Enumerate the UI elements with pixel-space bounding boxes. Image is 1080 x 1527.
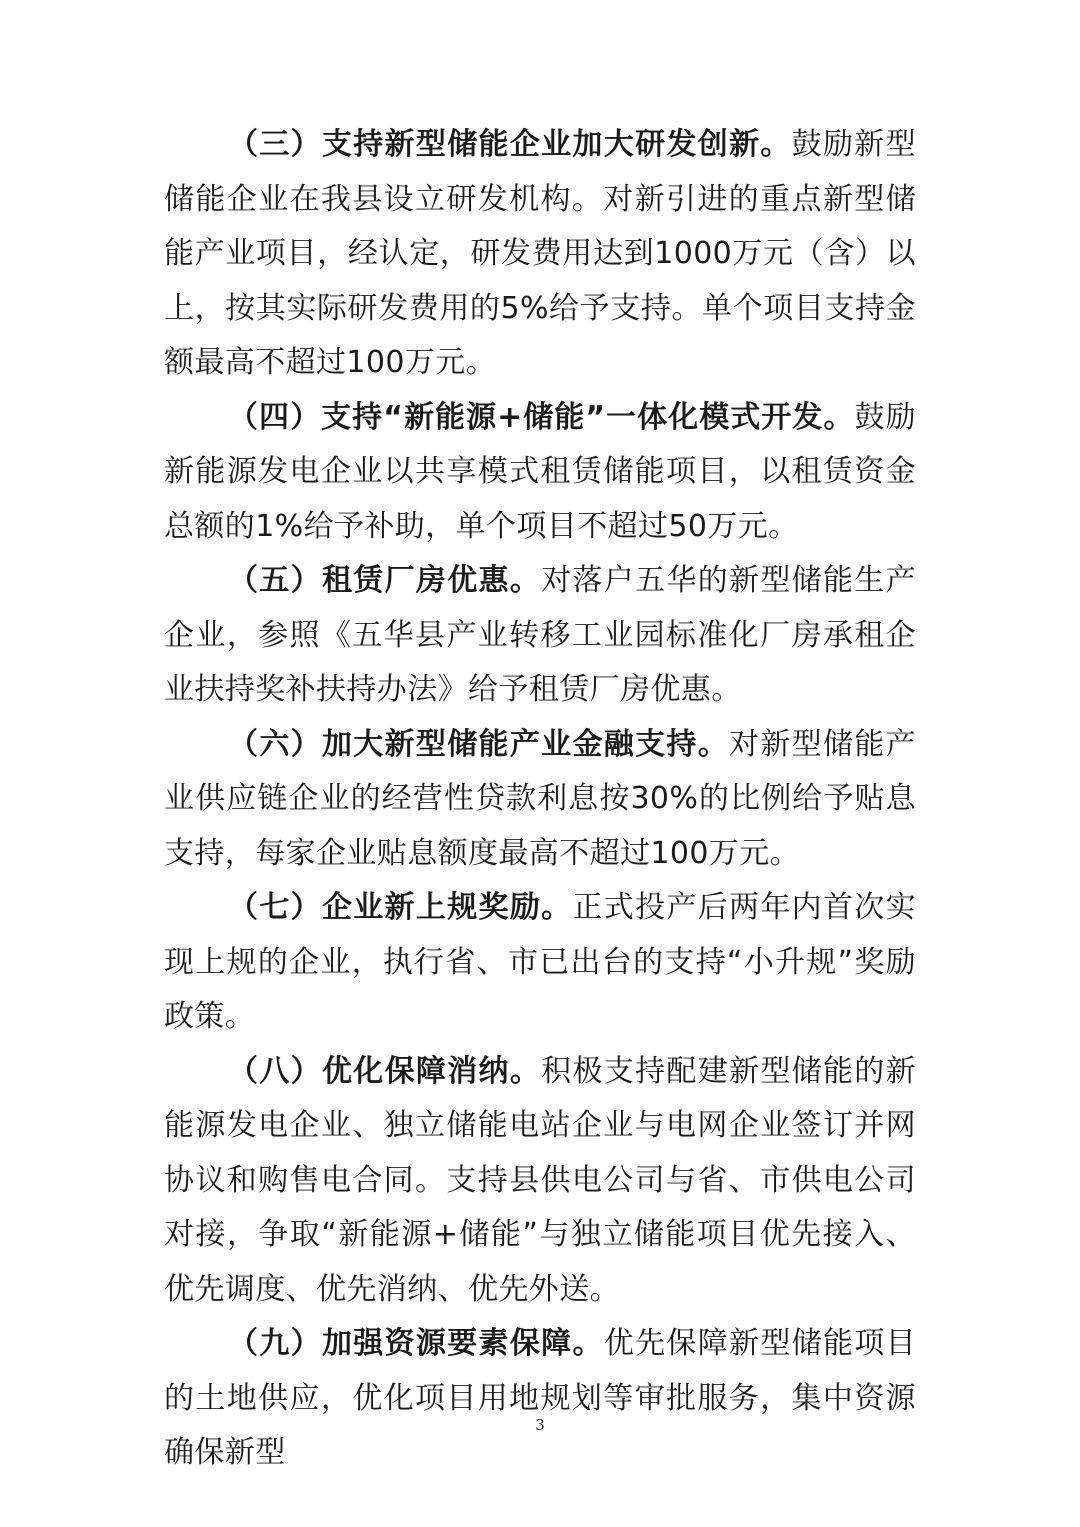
paragraph-5 — [164, 554, 916, 718]
paragraph-text: 鼓励新型储能企业在我县设立研发机构。对新引进的重点新型储能产业项目，经认定，研发费用达到1000万元（含）以上，按其实际研发费用的5%给予支持。单个项目支持金额最高不超过100万元。 — [164, 127, 916, 380]
paragraph-heading: （七）企业新上规奖励。 — [228, 890, 573, 925]
paragraph-text: 积极支持配建新型储能的新能源发电企业、独立储能电站企业与电网企业签订并网协议和购售电合同。支持县供电公司与省、市供电公司对接，争取“新能源+储能”与独立储能项目优先接入、优先调度、优先消纳、优先外送。 — [164, 1053, 916, 1307]
paragraph-4 — [164, 391, 916, 555]
paragraph-heading: （六）加大新型储能产业金融支持。 — [228, 726, 730, 762]
paragraph-heading: （四）支持“新能源+储能”一体化模式开发。 — [228, 399, 855, 435]
paragraph-text: 对落户五华的新型储能生产企业，参照《五华县产业转移工业园标准化厂房承租企业扶持奖补扶持办法》给予租赁厂房优惠。 — [164, 563, 916, 707]
paragraph-text: 优先保障新型储能项目的土地供应，优化项目用地规划等审批服务，集中资源确保新型 — [164, 1326, 916, 1470]
paragraph-8 — [164, 1045, 916, 1318]
paragraph-heading: （五）租赁厂房优惠。 — [228, 563, 542, 598]
paragraph-9 — [164, 1317, 916, 1481]
paragraph-text: 鼓励新能源发电企业以共享模式租赁储能项目，以租赁资金总额的1%给予补助，单个项目不超过50万元。 — [164, 399, 916, 544]
paragraph-text: 正式投产后两年内首次实现上规的企业，执行省、市已出台的支持“小升规”奖励政策。 — [164, 890, 916, 1034]
paragraph-7 — [164, 881, 916, 1045]
paragraph-text: 对新型储能产业供应链企业的经营性贷款利息按30%的比例给予贴息支持，每家企业贴息额度最高不超过100万元。 — [164, 726, 916, 871]
paragraph-heading: （八）优化保障消纳。 — [228, 1053, 542, 1089]
document-body — [164, 118, 916, 1481]
paragraph-heading: （九）加强资源要素保障。 — [228, 1326, 604, 1361]
paragraph-3 — [164, 118, 916, 391]
paragraph-6 — [164, 718, 916, 882]
page-number: 3 — [535, 1416, 545, 1434]
paragraph-heading: （三）支持新型储能企业加大研发创新。 — [228, 127, 792, 162]
